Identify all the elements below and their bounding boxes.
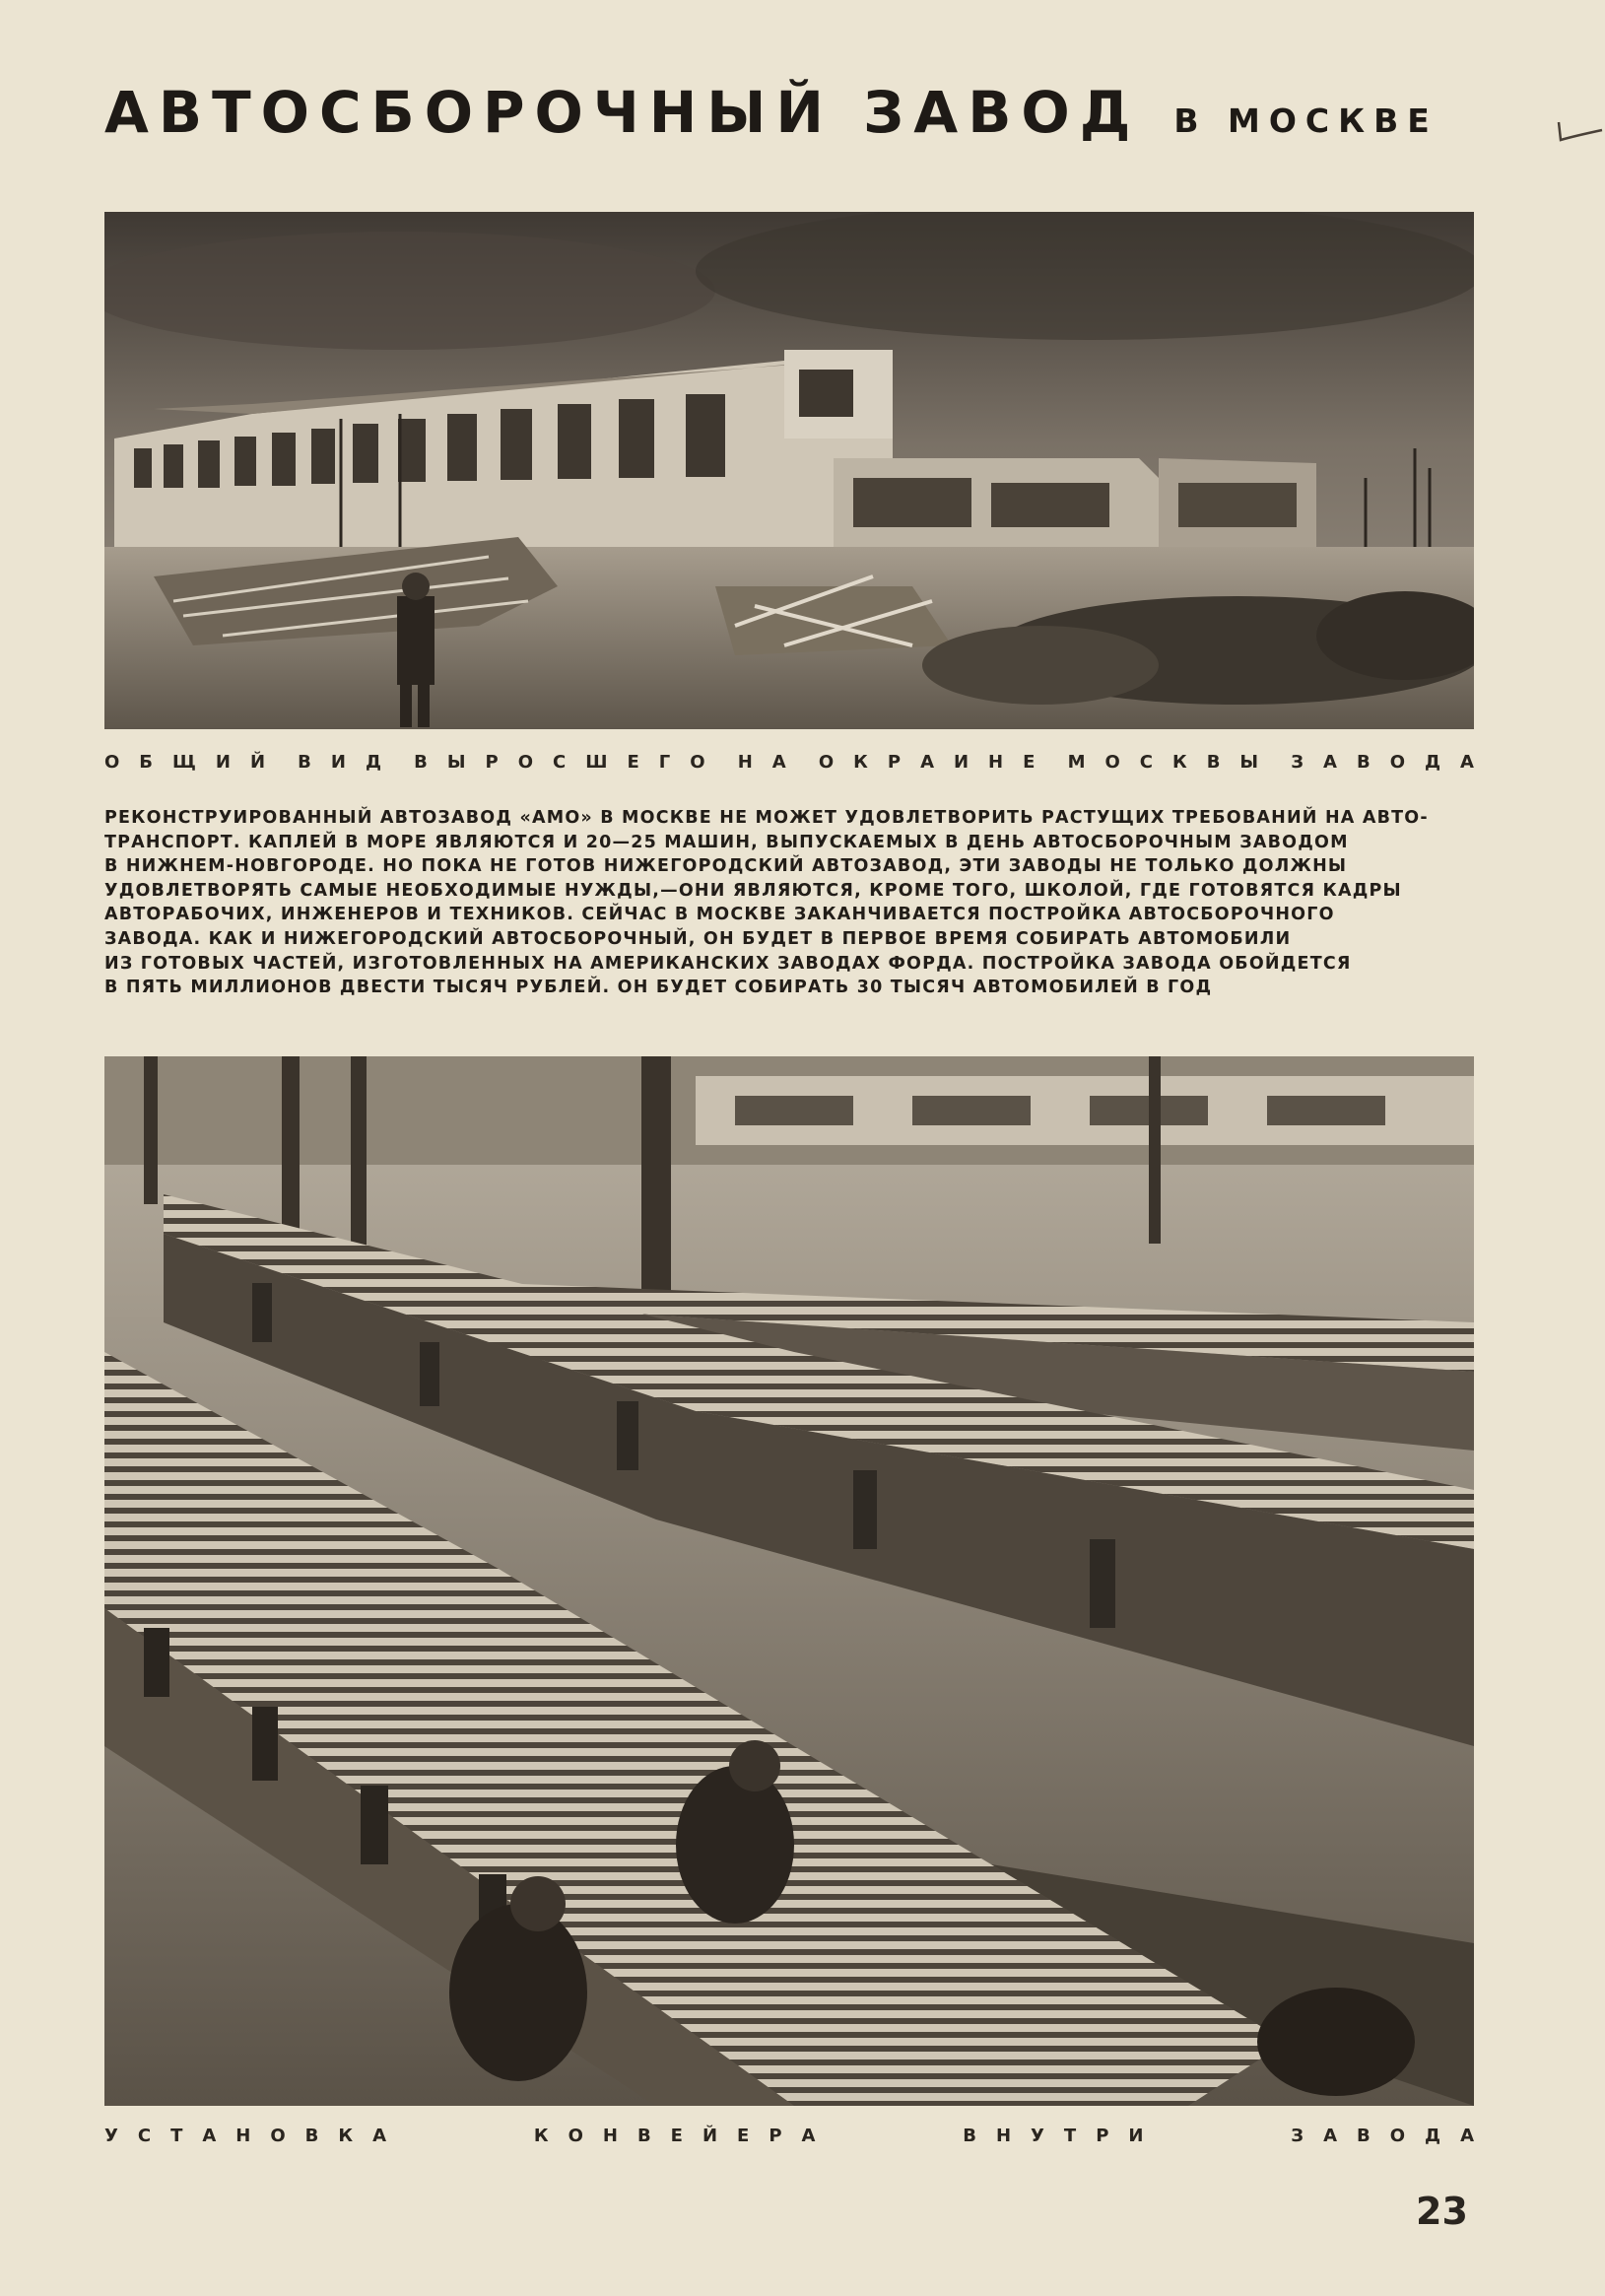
body-line: ИЗ ГОТОВЫХ ЧАСТЕЙ, ИЗГОТОВЛЕННЫХ НА АМЕРИКАНСКИХ ЗАВОДАХ ФОРДА. ПОСТРОЙКА ЗАВОДА ОБОЙДЕТСЯ xyxy=(104,953,1352,974)
conveyor-installation-photo xyxy=(104,1056,1474,2106)
factory-exterior-photo xyxy=(104,212,1474,729)
body-line: АВТОРАБОЧИХ, ИНЖЕНЕРОВ И ТЕХНИКОВ. СЕЙЧАС В МОСКВЕ ЗАКАНЧИВАЕТСЯ ПОСТРОЙКА АВТОСБОРОЧНОГО xyxy=(104,905,1335,925)
caption-word: УСТАНОВКА xyxy=(104,2126,407,2146)
article-subtitle: В МОСКВЕ xyxy=(1173,101,1438,140)
article-body xyxy=(104,806,1429,1000)
caption-word: МОСКВЫ xyxy=(1067,752,1279,773)
article-title: АВТОСБОРОЧНЫЙ ЗАВОД xyxy=(104,79,1141,146)
body-line: РЕКОНСТРУИРОВАННЫЙ АВТОЗАВОД «АМО» В МОСКВЕ НЕ МОЖЕТ УДОВЛЕТВОРИТЬ РАСТУЩИХ ТРЕБОВАНИЙ НА АВТО- xyxy=(104,808,1429,828)
body-line: ТРАНСПОРТ. КАПЛЕЙ В МОРЕ ЯВЛЯЮТСЯ И 20—25 МАШИН, ВЫПУСКАЕМЫХ В ДЕНЬ АВТОСБОРОЧНЫМ ЗАВОДОМ xyxy=(104,832,1349,852)
caption-word: ЗАВОДА xyxy=(1291,752,1494,773)
caption-word: ОБЩИЙ xyxy=(104,752,286,773)
caption-word: ВНУТРИ xyxy=(963,2126,1164,2146)
caption-word: ЗАВОДА xyxy=(1291,2126,1494,2146)
bottom-photo-caption xyxy=(104,2126,1494,2146)
caption-word: НА xyxy=(737,752,806,773)
caption-word: ОКРАИНЕ xyxy=(818,752,1055,773)
pencil-mark xyxy=(1555,116,1605,148)
page-number: 23 xyxy=(1416,2190,1468,2233)
caption-word: ВЫРОСШЕГО xyxy=(414,752,725,773)
body-line: ЗАВОДА. КАК И НИЖЕГОРОДСКИЙ АВТОСБОРОЧНЫЙ, ОН БУДЕТ В ПЕРВОЕ ВРЕМЯ СОБИРАТЬ АВТОМОБИЛИ xyxy=(104,928,1292,949)
caption-word: КОНВЕЙЕРА xyxy=(533,2126,836,2146)
caption-word: ВИД xyxy=(298,752,401,773)
body-line: В НИЖНЕМ-НОВГОРОДЕ. НО ПОКА НЕ ГОТОВ НИЖЕГОРОДСКИЙ АВТОЗАВОД, ЭТИ ЗАВОДЫ НЕ ТОЛЬКО ДОЛЖНЫ xyxy=(104,856,1348,877)
body-line: УДОВЛЕТВОРЯТЬ САМЫЕ НЕОБХОДИМЫЕ НУЖДЫ,—ОНИ ЯВЛЯЮТСЯ, КРОМЕ ТОГО, ШКОЛОЙ, ГДЕ ГОТОВЯТСЯ КАДРЫ xyxy=(104,880,1402,901)
top-photo-caption xyxy=(104,752,1494,773)
article-heading xyxy=(104,79,1480,158)
body-line: В ПЯТЬ МИЛЛИОНОВ ДВЕСТИ ТЫСЯЧ РУБЛЕЙ. ОН БУДЕТ СОБИРАТЬ 30 ТЫСЯЧ АВТОМОБИЛЕЙ В ГОД xyxy=(104,978,1213,998)
